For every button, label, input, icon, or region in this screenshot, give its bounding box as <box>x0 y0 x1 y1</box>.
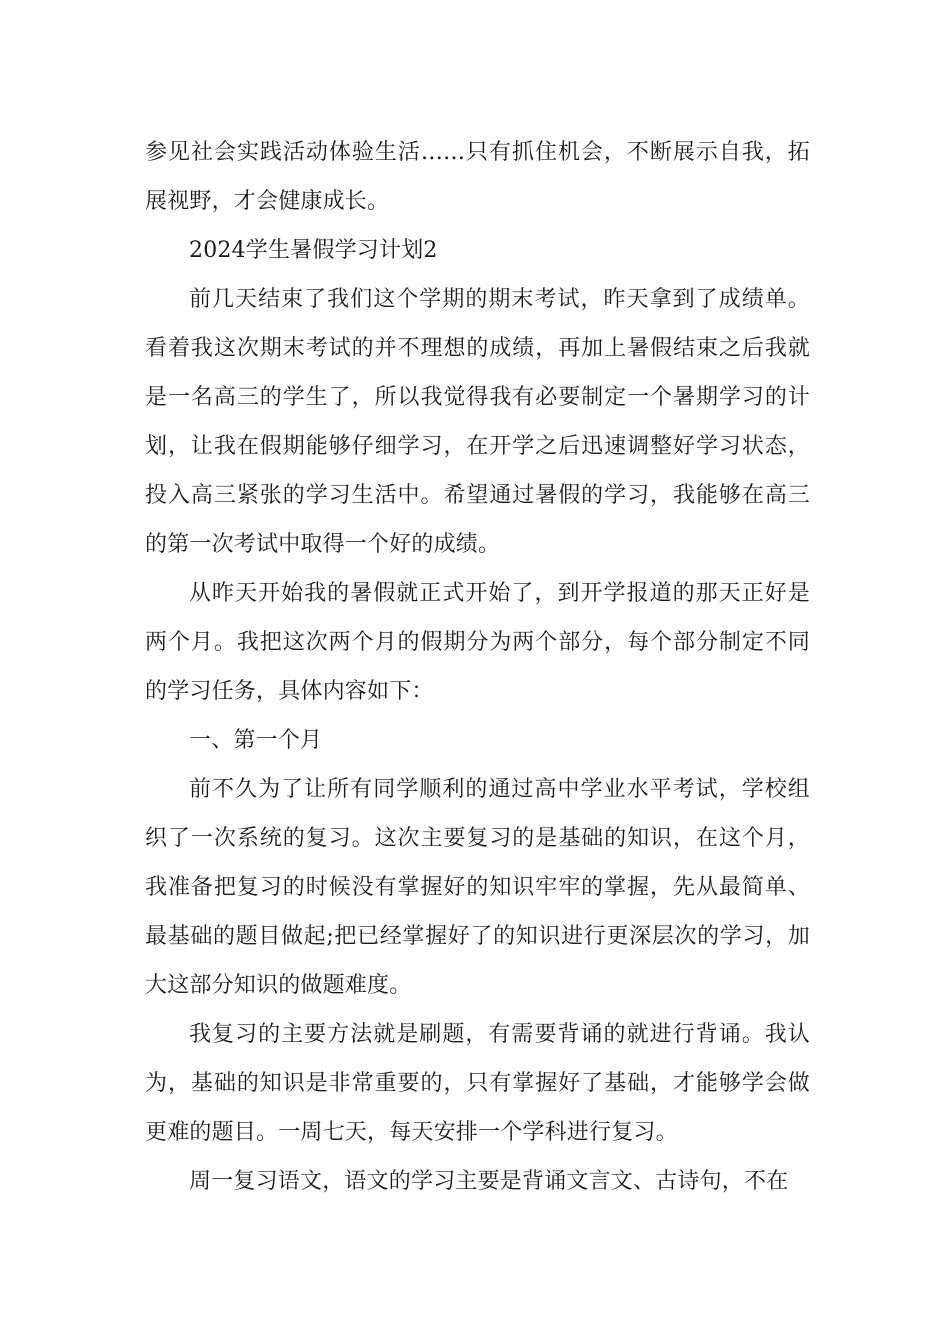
paragraph: 从昨天开始我的暑假就正式开始了，到开学报道的那天正好是两个月。我把这次两个月的假期分为两个部分，每个部分制定不同的学习任务，具体内容如下： <box>145 581 810 704</box>
document-body <box>145 128 810 1206</box>
paragraph-truncated: 周一复习语文，语文的学习主要是背诵文言文、古诗句，不在 <box>189 1169 789 1194</box>
section-title: 2024学生暑假学习计划2 <box>189 238 438 263</box>
paragraph-continued: 参见社会实践活动体验生活……只有抓住机会，不断展示自我，拓展视野，才会健康成长。 <box>145 140 810 214</box>
paragraph: 前不久为了让所有同学顺利的通过高中学业水平考试，学校组织了一次系统的复习。这次主要复习的是基础的知识，在这个月，我准备把复习的时候没有掌握好的知识牢牢的掌握，先从最简单、最基础的题目做起;把已经掌握好了的知识进行更深层次的学习，加大这部分知识的做题难度。 <box>145 777 810 998</box>
paragraph: 前几天结束了我们这个学期的期末考试，昨天拿到了成绩单。看着我这次期末考试的并不理想的成绩，再加上暑假结束之后我就是一名高三的学生了，所以我觉得我有必要制定一个暑期学习的计划，让我在假期能够仔细学习，在开学之后迅速调整好学习状态，投入高三紧张的学习生活中。希望通过暑假的学习，我能够在高三的第一次考试中取得一个好的成绩。 <box>145 287 810 557</box>
paragraph: 我复习的主要方法就是刷题，有需要背诵的就进行背诵。我认为，基础的知识是非常重要的，只有掌握好了基础，才能够学会做更难的题目。一周七天，每天安排一个学科进行复习。 <box>145 1022 810 1145</box>
subsection-heading: 一、第一个月 <box>189 728 323 753</box>
